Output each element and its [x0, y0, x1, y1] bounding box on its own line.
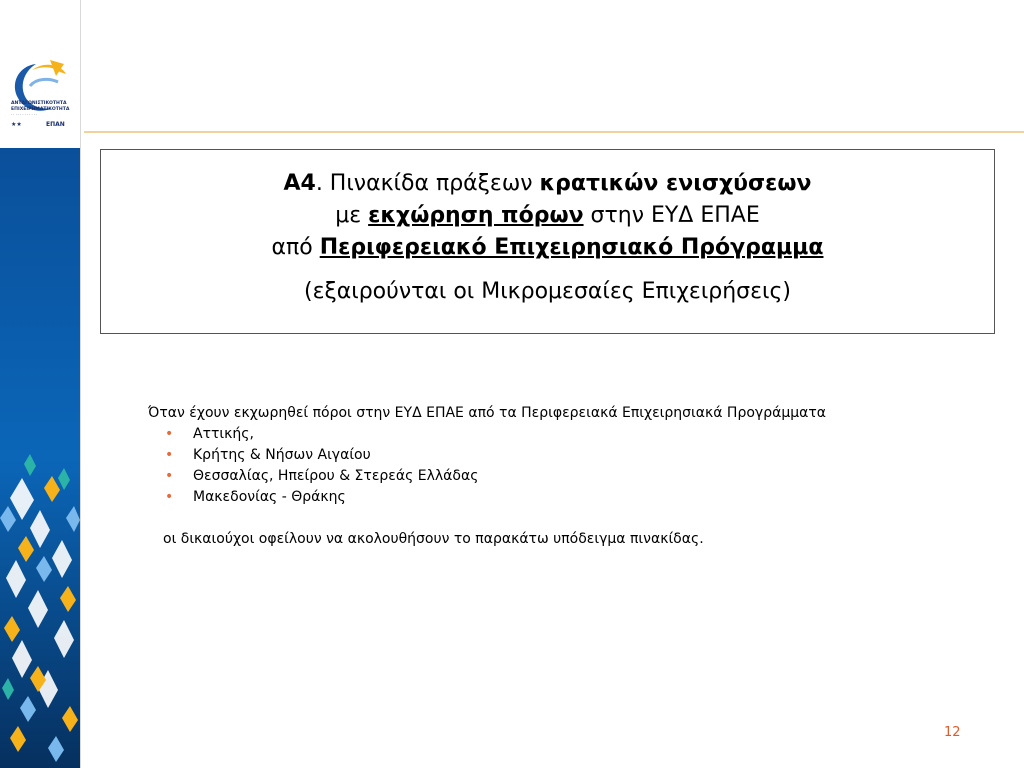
title-line-2-prefix: με: [335, 203, 369, 228]
list-item: [165, 487, 1008, 508]
bullet-icon: •: [165, 468, 174, 484]
list-item-text: Αττικής,: [193, 426, 254, 442]
title-text: . Πινακίδα πράξεων: [315, 171, 540, 196]
title-emphasis: κρατικών ενισχύσεων: [539, 171, 812, 196]
logo-subcaption: · · · · · · · · · · · ·: [11, 113, 38, 117]
header-divider: [84, 131, 1024, 133]
logo-caption: ΑΝΤΑΓΩΝΙΣΤΙΚΟΤΗΤΑ ΕΠΙΧΕΙΡΗΜΑΤΙΚΟΤΗΤΑ: [11, 101, 70, 112]
title-heading: [101, 168, 994, 264]
closing-paragraph: οι δικαιούχοι οφείλουν να ακολουθήσουν το παρακάτω υπόδειγμα πινακίδας.: [163, 531, 704, 547]
title-line-3-prefix: από: [271, 235, 320, 260]
title-line-3: [101, 232, 994, 264]
intro-paragraph: Όταν έχουν εκχωρηθεί πόροι στην ΕΥΔ ΕΠΑΕ από τα Περιφερειακά Επιχειρησιακά Προγράμματα: [148, 405, 827, 421]
title-line-1: [101, 168, 994, 200]
epan-label: ΕΠΑΝ: [46, 121, 65, 128]
title-code: Α4: [283, 171, 316, 196]
mosaic-strip-decoration: [0, 148, 80, 768]
list-item: [165, 445, 1008, 466]
body-text: [148, 403, 1008, 550]
page-number: 12: [944, 725, 961, 740]
list-item-text: Κρήτης & Νήσων Αιγαίου: [193, 447, 371, 463]
list-item-text: Θεσσαλίας, Ηπείρου & Στερεάς Ελλάδας: [193, 468, 479, 484]
title-line-2-emphasis: εκχώρηση πόρων: [368, 203, 584, 228]
bullet-icon: •: [165, 447, 174, 463]
title-line-2: [101, 200, 994, 232]
title-box: [100, 149, 995, 334]
title-note: (εξαιρούνται οι Μικρομεσαίες Επιχειρήσεις): [304, 279, 791, 304]
list-item: [165, 424, 1008, 445]
sidebar-decoration: [0, 0, 81, 768]
region-list: [148, 424, 1008, 508]
bullet-icon: •: [165, 489, 174, 505]
eu-flag-icon: ★★: [11, 121, 22, 128]
bullet-icon: •: [165, 426, 174, 442]
title-line-3-emphasis: Περιφερειακό Επιχειρησιακό Πρόγραμμα: [319, 235, 824, 260]
list-item: [165, 466, 1008, 487]
list-item-text: Μακεδονίας - Θράκης: [193, 489, 346, 505]
title-line-2-suffix: στην ΕΥΔ ΕΠΑΕ: [583, 203, 760, 228]
epan-logo-icon: [6, 36, 74, 146]
